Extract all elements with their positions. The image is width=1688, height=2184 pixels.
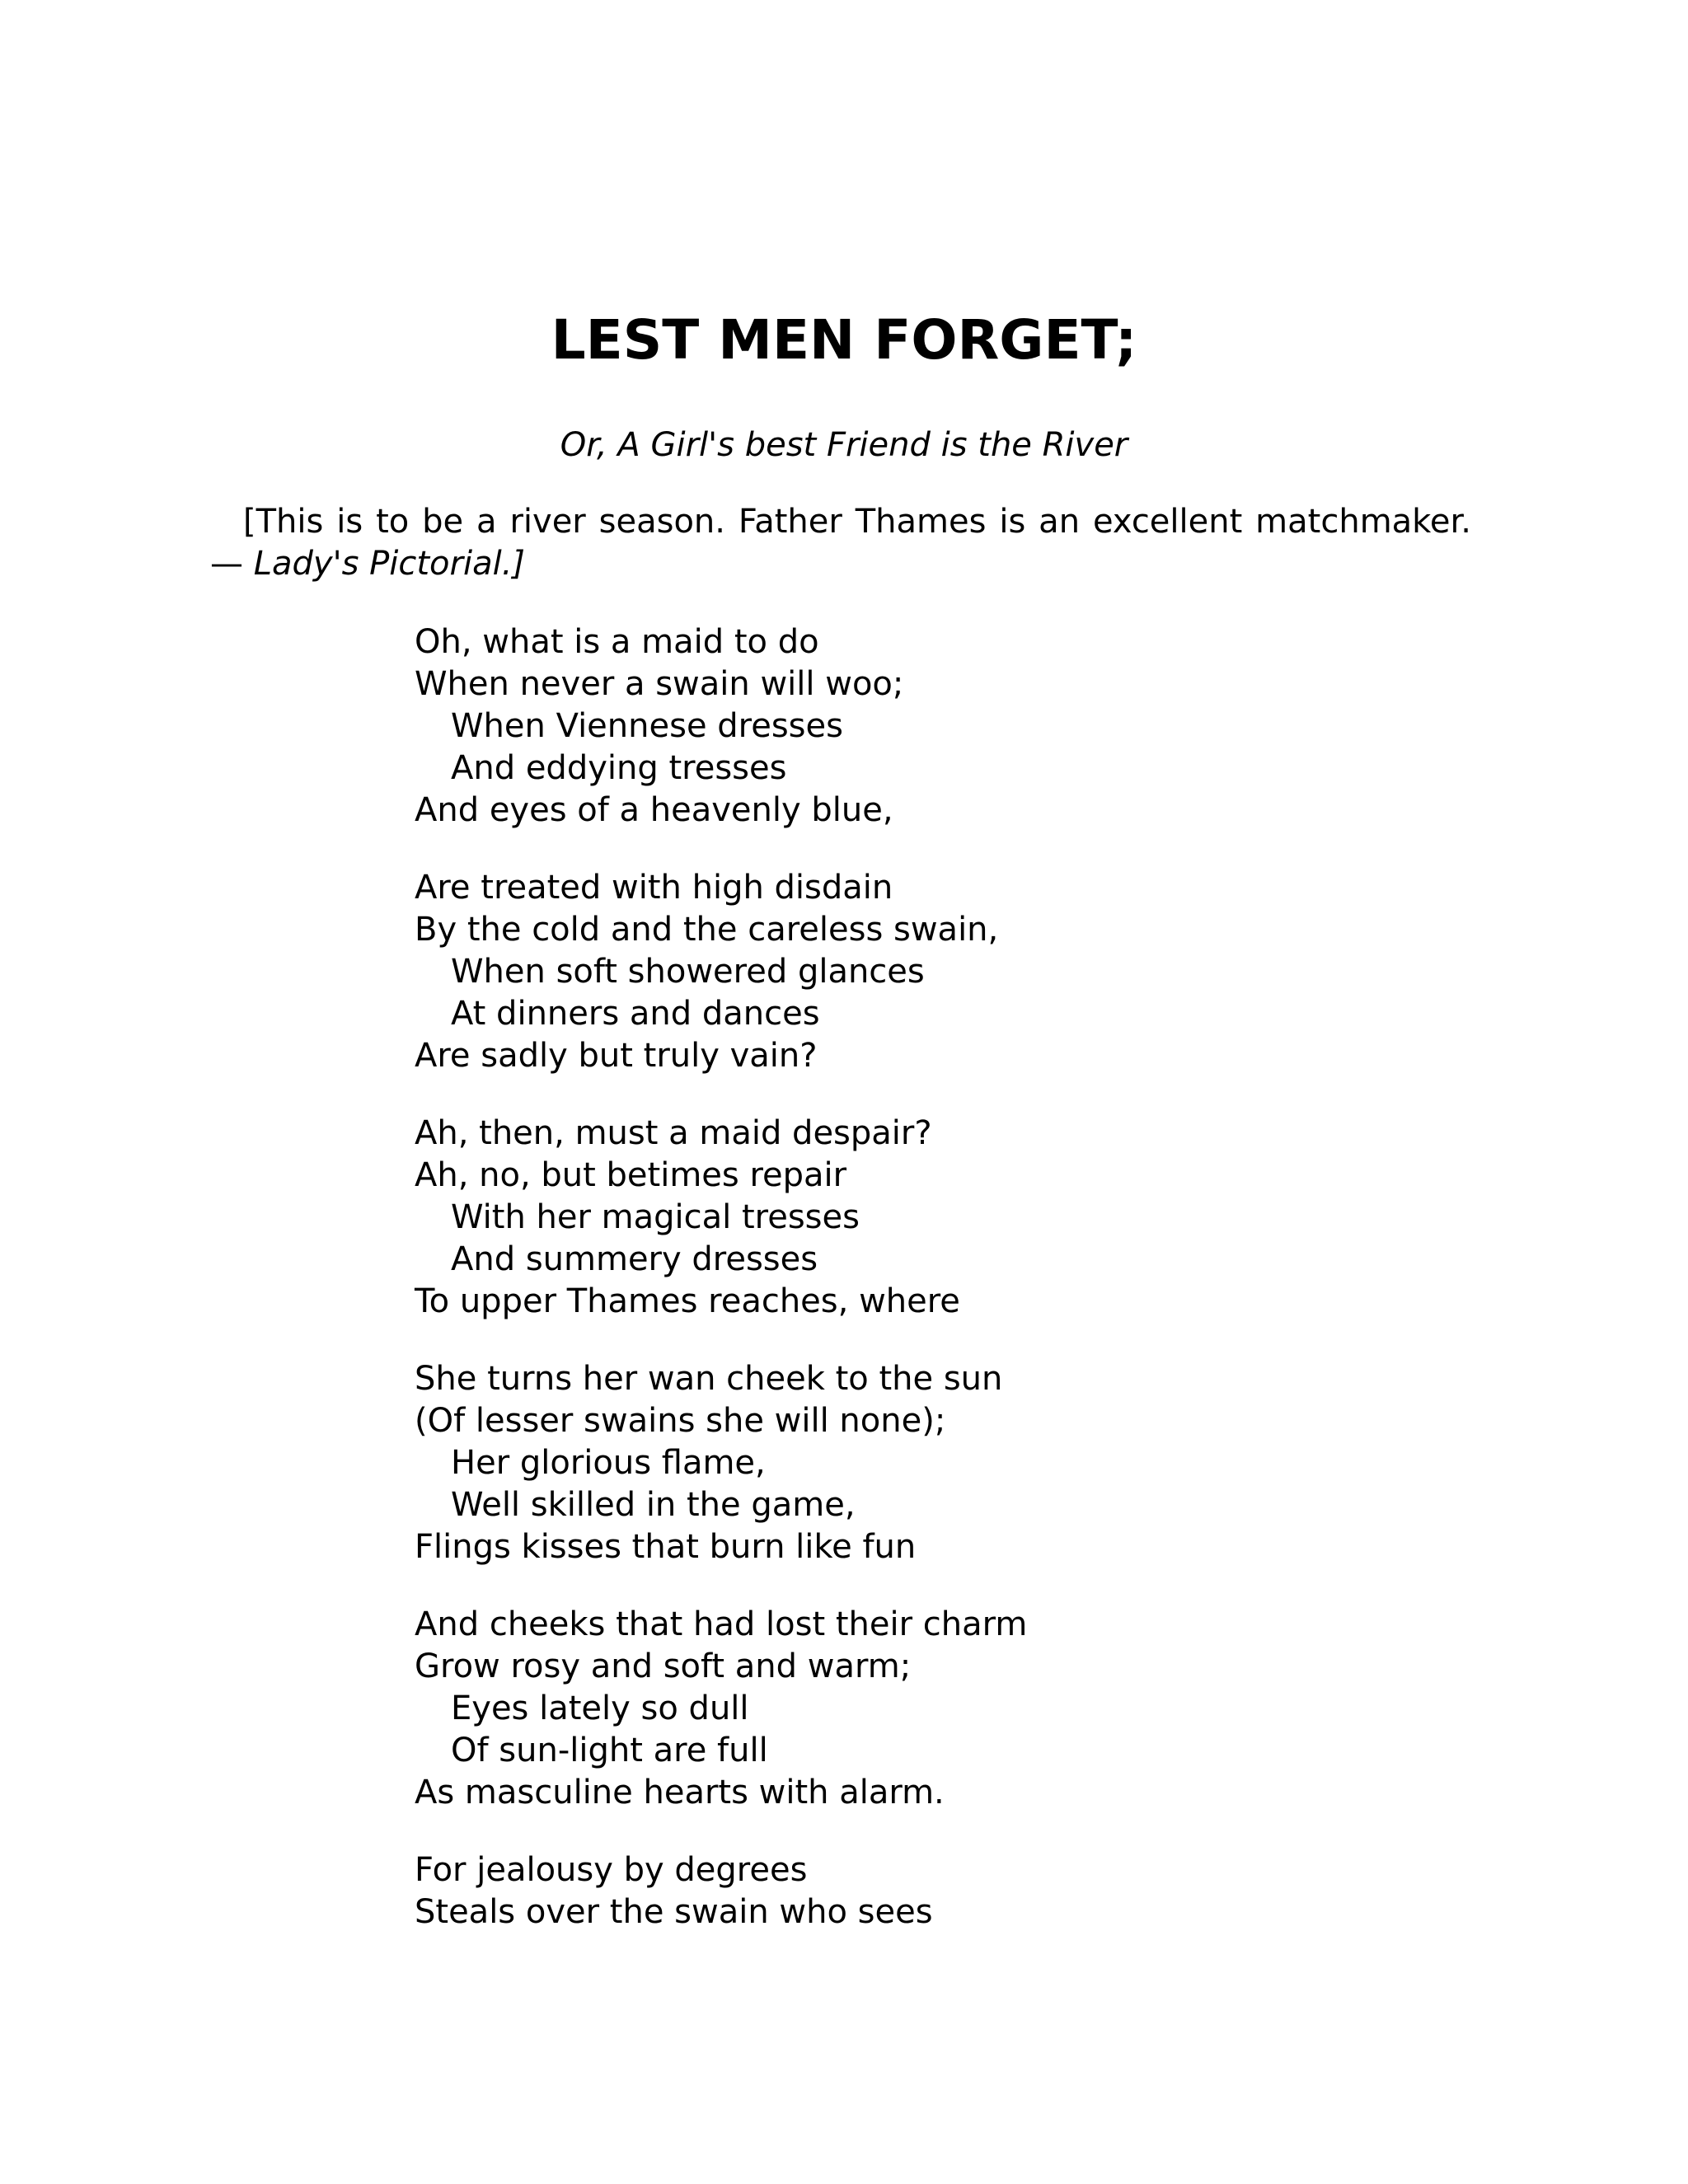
poem-line-indented: Well skilled in the game, [451, 1486, 856, 1524]
poem-line: Are treated with high disdain [415, 869, 893, 907]
poem-line: For jealousy by degrees [415, 1851, 808, 1889]
poem-line-indented: Her glorious flame, [451, 1444, 766, 1482]
poem-title: LEST MEN FORGET; [551, 308, 1137, 372]
poem-body [415, 621, 1486, 1969]
poem-line: As masculine hearts with alarm. [415, 1774, 945, 1811]
poem-line-indented: Of sun-light are full [451, 1732, 768, 1769]
poem-line: Steals over the swain who sees [415, 1893, 933, 1931]
poem-line-indented: And summery dresses [451, 1240, 818, 1278]
stanza-5 [415, 1604, 1486, 1814]
poem-line-indented: When soft showered glances [451, 953, 925, 991]
poem-line: Ah, no, but betimes repair [415, 1156, 847, 1194]
poem-line-indented: When Viennese dresses [451, 707, 843, 745]
poem-line: Are sadly but truly vain? [415, 1037, 818, 1075]
stanza-2 [415, 867, 1486, 1077]
poem-line-indented: And eddying tresses [451, 749, 787, 787]
poem-line: And eyes of a heavenly blue, [415, 791, 893, 829]
poem-line-indented: At dinners and dances [451, 995, 820, 1033]
stanza-4 [415, 1358, 1486, 1568]
poem-line: Ah, then, must a maid despair? [415, 1114, 932, 1152]
poem-line: To upper Thames reaches, where [415, 1282, 960, 1320]
stanza-3 [415, 1113, 1486, 1323]
poem-line: Flings kisses that burn like fun [415, 1528, 917, 1566]
poem-line-indented: With her magical tresses [451, 1198, 860, 1236]
poem-line: (Of lesser swains she will none); [415, 1402, 946, 1440]
stanza-1 [415, 621, 1486, 832]
poem-line: By the cold and the careless swain, [415, 911, 999, 949]
stanza-6 [415, 1849, 1486, 1933]
epigraph-text: [This is to be a river season. Father Thames is an excellent matchmaker.— [210, 503, 1471, 583]
poem-line: And cheeks that had lost their charm [415, 1605, 1028, 1643]
epigraph-note [210, 501, 1471, 585]
poem-subtitle: Or, A Girl's best Friend is the River [560, 426, 1128, 464]
epigraph-source: Lady's Pictorial.] [253, 545, 526, 583]
poem-line: Grow rosy and soft and warm; [415, 1647, 912, 1685]
poem-line-indented: Eyes lately so dull [451, 1690, 749, 1727]
poem-line: She turns her wan cheek to the sun [415, 1360, 1003, 1398]
poem-line: When never a swain will woo; [415, 665, 904, 703]
poem-line: Oh, what is a maid to do [415, 623, 819, 661]
